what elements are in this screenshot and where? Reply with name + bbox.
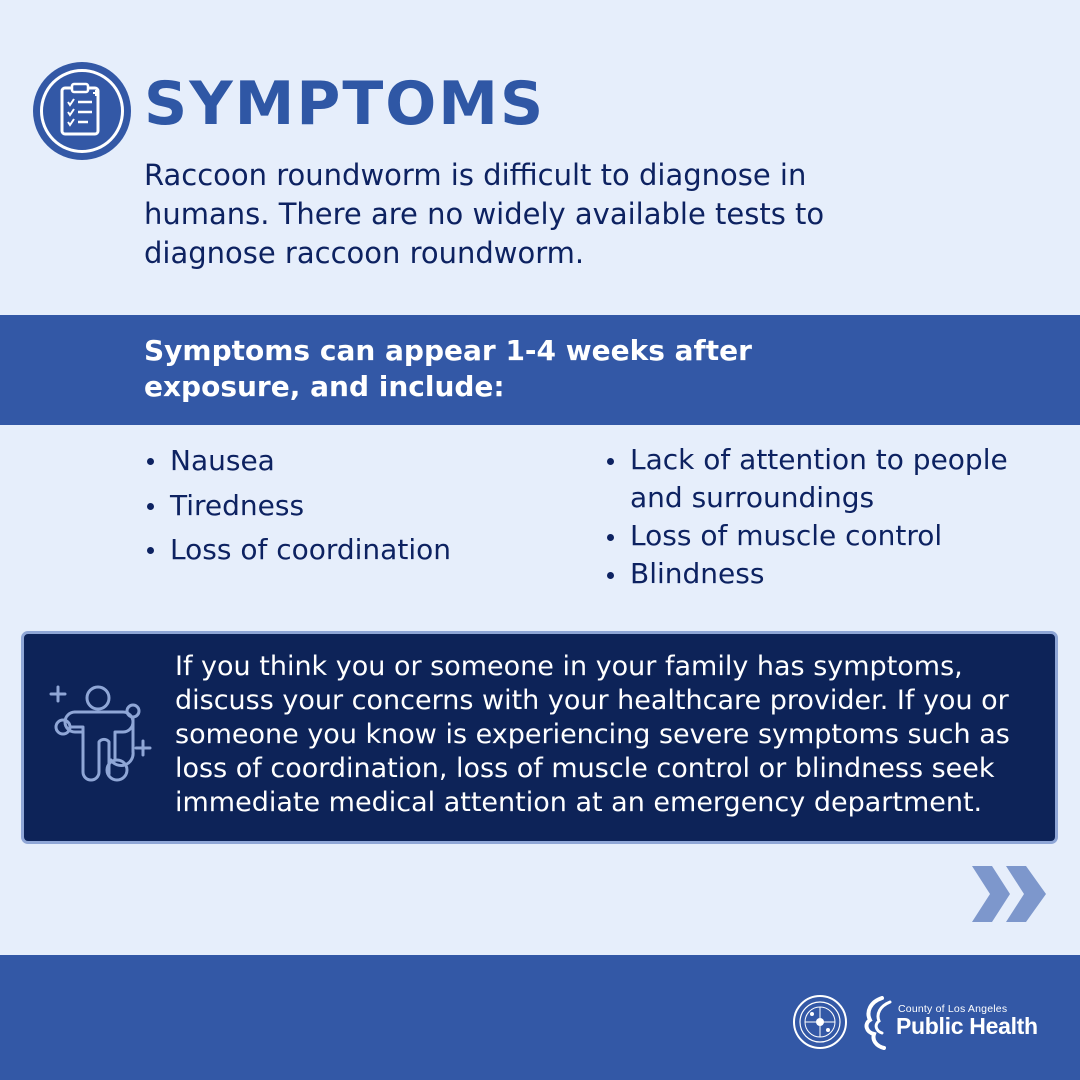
symptoms-list-right <box>604 441 1024 593</box>
brand-org-name: County of Los Angeles <box>898 1003 1008 1015</box>
symptoms-band-text: Symptoms can appear 1-4 weeks after exposure, and include: <box>144 334 752 403</box>
public-health-logo-icon <box>860 996 896 1050</box>
symptom-item: Loss of muscle control <box>604 517 1024 555</box>
symptoms-list-left <box>144 439 564 573</box>
clipboard-checklist-icon <box>33 62 131 160</box>
symptom-item: Nausea <box>144 439 564 484</box>
symptom-item: Lack of attention to people and surroundings <box>604 441 1024 517</box>
brand-name: Public Health <box>896 1013 1038 1039</box>
intro-text: Raccoon roundworm is difficult to diagnose in humans. There are no widely available tests to diagnose raccoon roundworm. <box>144 158 825 270</box>
symptom-item: Tiredness <box>144 484 564 529</box>
health-person-stethoscope-icon <box>45 682 157 794</box>
double-chevron-right-icon[interactable] <box>970 866 1048 922</box>
county-seal-icon <box>792 994 848 1050</box>
symptom-item: Blindness <box>604 555 1024 593</box>
page-title: SYMPTOMS <box>144 69 546 139</box>
callout-text: If you think you or someone in your family has symptoms, discuss your concerns with your healthcare provider. If you or someone you know is experiencing severe symptoms such as loss of coordination, loss of muscle control or blindness seek immediate medical attention at an emergency department. <box>175 651 1010 818</box>
symptom-item: Loss of coordination <box>144 528 564 573</box>
